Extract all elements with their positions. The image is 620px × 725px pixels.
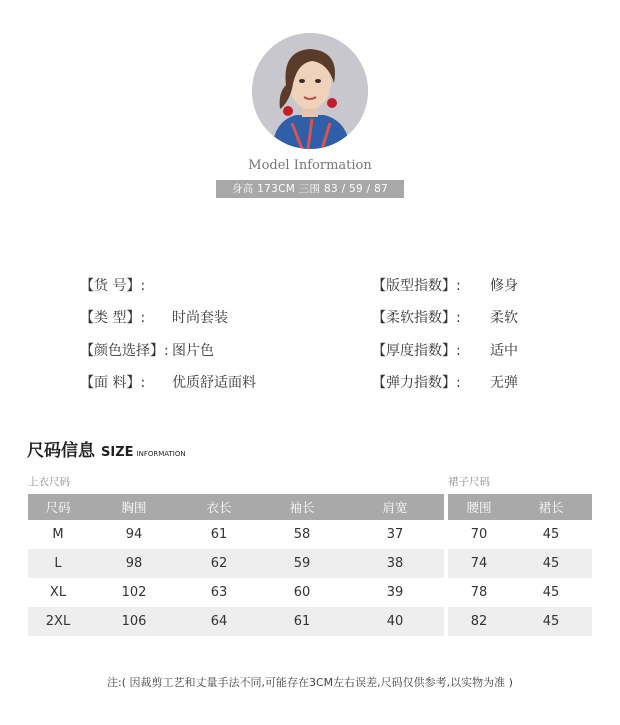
attr-value: 图片色 bbox=[172, 343, 214, 359]
table-cell: 58 bbox=[293, 527, 311, 542]
table-cell: 94 bbox=[125, 527, 143, 542]
table-cell: 45 bbox=[510, 549, 592, 578]
table-cell: 40 bbox=[346, 607, 444, 636]
attr-value: 优质舒适面料 bbox=[172, 375, 256, 391]
table-cell: 59 bbox=[258, 549, 346, 578]
attr-label: 【面 料】: bbox=[80, 375, 146, 391]
table-cell: 78 bbox=[470, 585, 488, 600]
attr-elasticity-index bbox=[372, 372, 518, 392]
top-size-label: 上衣尺码 bbox=[28, 476, 70, 488]
table-row bbox=[448, 549, 592, 578]
table-cell: 63 bbox=[210, 585, 228, 600]
header-skirt-length: 裙长 bbox=[510, 494, 592, 520]
disclaimer-note: 注:( 因裁剪工艺和丈量手法不同,可能存在3CM左右误差,尺码仅供参考,以实物为准 ) bbox=[107, 676, 513, 689]
attr-fit-index bbox=[372, 275, 518, 295]
model-info-title: Model Information bbox=[248, 158, 372, 173]
table-cell: 60 bbox=[293, 585, 311, 600]
attr-label: 【货 号】: bbox=[80, 278, 146, 294]
table-cell: 106 bbox=[88, 607, 180, 636]
header-size: 尺码 bbox=[28, 494, 88, 520]
table-row bbox=[28, 549, 444, 578]
header-shoulder: 肩宽 bbox=[346, 494, 444, 520]
table-cell: 70 bbox=[470, 527, 488, 542]
attr-type bbox=[80, 307, 228, 327]
table-header-row bbox=[28, 494, 444, 520]
attr-value: 时尚套装 bbox=[172, 310, 228, 326]
table-row bbox=[28, 607, 444, 636]
table-row bbox=[28, 520, 444, 549]
attr-label: 【厚度指数】: bbox=[372, 343, 461, 359]
table-cell: 61 bbox=[210, 527, 228, 542]
size-title-en: SIZE bbox=[101, 445, 134, 460]
table-cell: 98 bbox=[88, 549, 180, 578]
header-waist: 腰围 bbox=[448, 494, 510, 520]
table-cell: M bbox=[52, 527, 64, 542]
header-sleeve: 袖长 bbox=[258, 494, 346, 520]
header-length: 衣长 bbox=[180, 494, 258, 520]
table-cell: XL bbox=[49, 585, 67, 600]
table-cell: 37 bbox=[386, 527, 404, 542]
table-cell: L bbox=[28, 549, 88, 578]
table-cell: 45 bbox=[542, 585, 560, 600]
table-row bbox=[448, 520, 592, 549]
attr-fabric bbox=[80, 372, 256, 392]
attr-softness-index bbox=[372, 307, 518, 327]
attr-thickness-index bbox=[372, 340, 518, 360]
attr-label: 【类 型】: bbox=[80, 310, 146, 326]
attr-color bbox=[80, 340, 214, 360]
table-cell: 38 bbox=[346, 549, 444, 578]
attr-label: 【柔软指数】: bbox=[372, 310, 461, 326]
attr-value: 无弹 bbox=[490, 375, 518, 391]
attr-label: 【颜色选择】: bbox=[80, 343, 169, 359]
table-cell: 39 bbox=[386, 585, 404, 600]
model-stats-badge: 身高 173CM 三围 83 / 59 / 87 bbox=[216, 180, 404, 198]
skirt-size-table bbox=[448, 494, 592, 636]
attr-value: 适中 bbox=[490, 343, 518, 359]
table-cell: 61 bbox=[258, 607, 346, 636]
table-cell: 62 bbox=[180, 549, 258, 578]
table-header-row bbox=[448, 494, 592, 520]
table-cell: 64 bbox=[180, 607, 258, 636]
table-row bbox=[28, 578, 444, 607]
table-cell: 82 bbox=[448, 607, 510, 636]
attr-label: 【弹力指数】: bbox=[372, 375, 461, 391]
table-row bbox=[448, 607, 592, 636]
skirt-size-label: 裙子尺码 bbox=[448, 476, 490, 488]
attr-label: 【版型指数】: bbox=[372, 278, 461, 294]
table-cell: 2XL bbox=[28, 607, 88, 636]
table-cell: 45 bbox=[542, 527, 560, 542]
size-title-en-small: INFORMATION bbox=[136, 450, 186, 458]
attr-value: 柔软 bbox=[490, 310, 518, 326]
model-photo bbox=[252, 33, 368, 149]
table-cell: 74 bbox=[448, 549, 510, 578]
header-bust: 胸围 bbox=[88, 494, 180, 520]
size-section-title bbox=[27, 436, 186, 461]
top-size-table bbox=[28, 494, 444, 636]
size-title-cn: 尺码信息 bbox=[27, 441, 95, 461]
attr-item-number bbox=[80, 275, 172, 295]
table-cell: 45 bbox=[510, 607, 592, 636]
table-row bbox=[448, 578, 592, 607]
table-cell: 102 bbox=[121, 585, 147, 600]
attr-value: 修身 bbox=[490, 278, 518, 294]
